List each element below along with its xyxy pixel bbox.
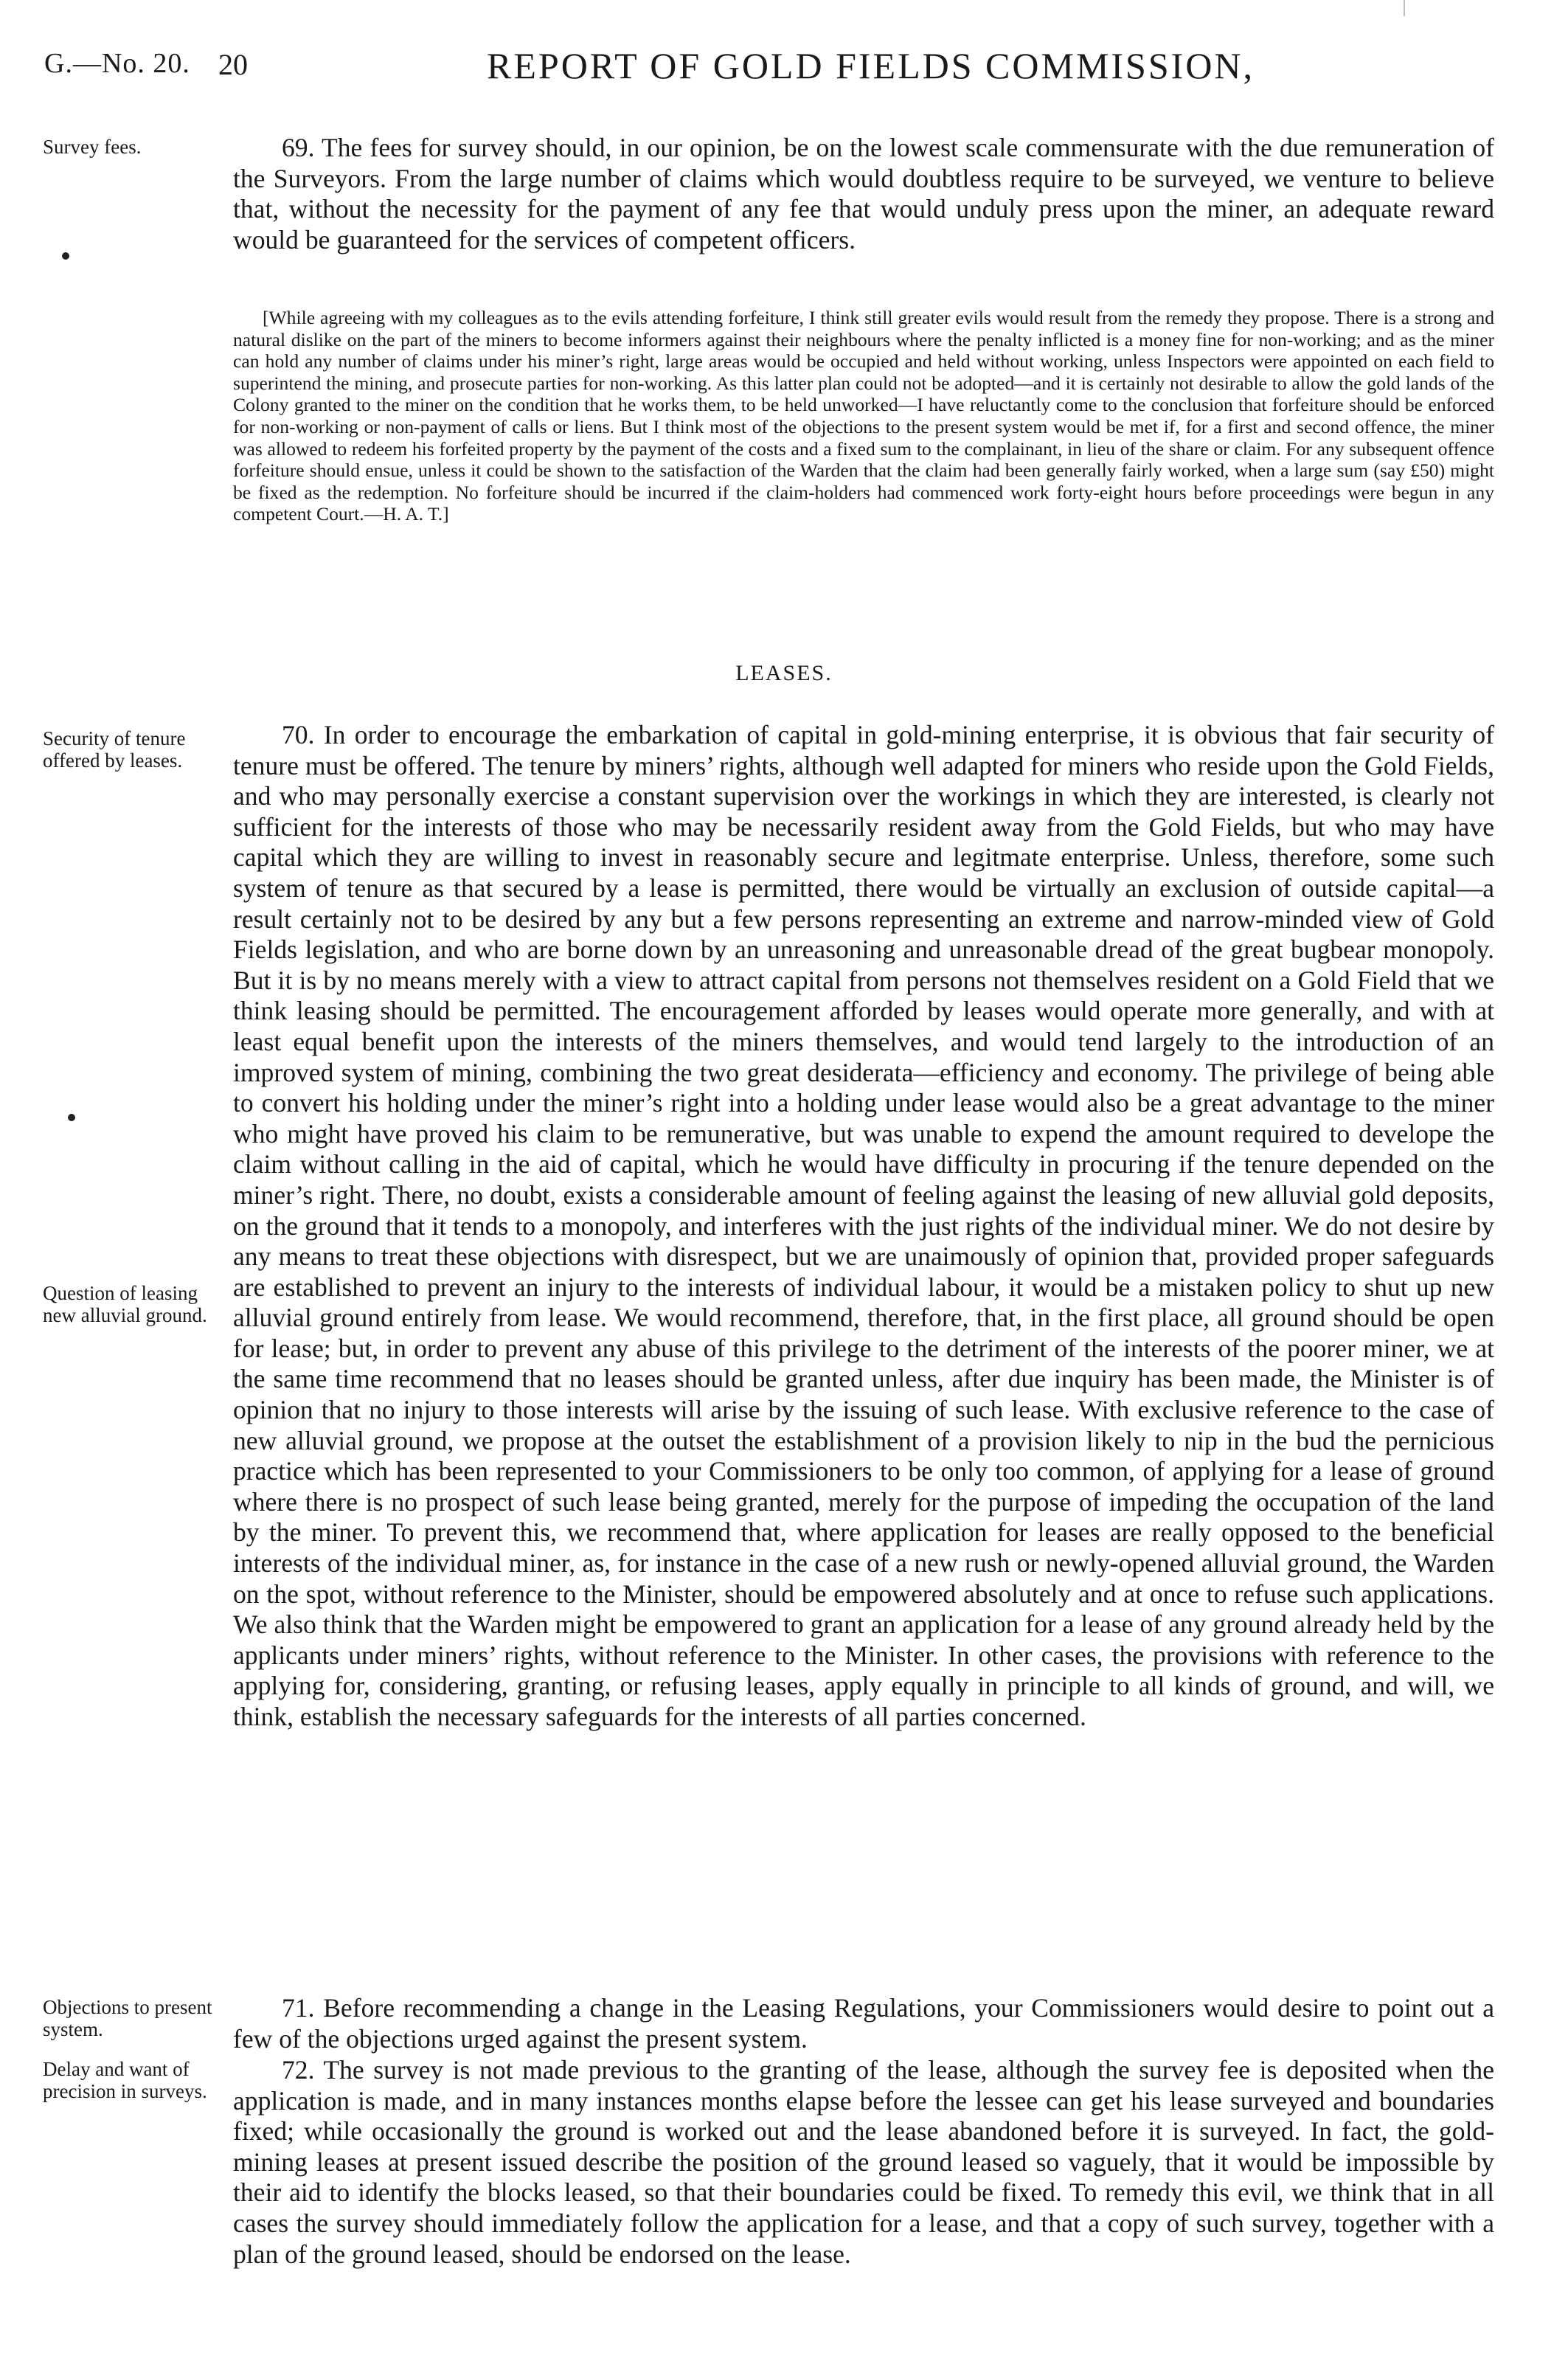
paragraph-72: 72. The survey is not made previous to the granting of the lease, although the survey fee is deposited when the application is made, and in many instances months elapse before the lessee can get his lease surveyed and boundaries fixed; while occasionally the ground is worked out and the lease abandoned before it is surveyed. In fact, the gold-mining leases at present issued describe the position of the ground leased so vaguely, that it would be impossible by their aid to identify the blocks leased, so that their boundaries could be fixed. To remedy this evil, we think that in all cases the survey should immediately follow the application for a lease, and that a copy of such survey, together with a plan of the ground leased, should be endorsed on the lease.	[233, 2055, 1494, 2269]
page-number: 20	[218, 48, 248, 81]
margin-note-survey-fees: Survey fees.	[43, 136, 142, 158]
page-header	[44, 47, 1524, 99]
footnote-dissent: [While agreeing with my colleagues as to the evils attending forfeiture, I think still greater evils would result from the remedy they propose. There is a strong and natural dislike on the part of the miners to become informers against their neighbours where the penalty inflicted is a money fine for non-working; and as the miner can hold any number of claims under his miner’s right, large areas would be occupied and held without working, unless Inspectors were appointed on each field to superintend the mining, and prosecute parties for non-working. As this latter plan could not be adopted—and it is certainly not desirable to allow the gold lands of the Colony granted to the miner on the condition that he works them, to be held unworked—I have reluctantly come to the conclusion that forfeiture should be enforced for non-working or non-payment of calls or liens. But I think most of the objections to the present system would be met if, for a first and second offence, the miner was allowed to redeem his forfeited property by the payment of the costs and a fixed sum to the complainant, in lieu of the share or claim. For any subsequent offence forfeiture should ensue, unless it could be shown to the satisfaction of the Warden that the claim had been generally fairly worked, when a large sum (say £50) might be fixed as the redemption. No forfeiture should be incurred if the claim-holders had commenced work forty-eight hours before proceedings were begun in any competent Court.—H. A. T.]	[233, 307, 1494, 525]
page-title: REPORT OF GOLD FIELDS COMMISSION,	[487, 45, 1255, 86]
margin-note-security-of-tenure: Security of tenure offered by leases.	[43, 727, 186, 772]
top-edge-mark	[1404, 0, 1405, 16]
margin-note-question-of-leasing: Question of leasing new alluvial ground.	[43, 1282, 207, 1326]
paragraph-71: 71. Before recommending a change in the Leasing Regulations, your Commissioners would desire to point out a few of the objections urged against the present system.	[233, 1993, 1494, 2054]
ink-speck	[68, 1114, 75, 1121]
paragraph-69: 69. The fees for survey should, in our opinion, be on the lowest scale commensurate with the due remuneration of the Surveyors. From the large number of claims which would doubtless require to be surveyed, we venture to believe that, without the necessity for the payment of any fee that would unduly press upon the miner, an adequate reward would be guaranteed for the services of competent officers.	[233, 133, 1494, 254]
margin-note-delay: Delay and want of precision in surveys.	[43, 2058, 207, 2102]
ink-speck	[62, 252, 69, 260]
margin-note-objections: Objections to present system.	[43, 1996, 212, 2040]
paragraph-70: 70. In order to encourage the embarkation of capital in gold-mining enterprise, it is obvious that fair security of tenure must be offered. The tenure by miners’ rights, although well adapted for miners who reside upon the Gold Fields, and who may personally exercise a constant supervision over the workings in which they are interested, is clearly not sufficient for the interests of those who may be necessarily resident away from the Gold Fields, but who may have capital which they are willing to invest in reasonably secure and legitmate enterprise. Unless, therefore, some such system of tenure as that secured by a lease is permitted, there would be virtually an exclusion of outside capital—a result certainly not to be desired by any but a few persons representing an extreme and narrow-minded view of Gold Fields legislation, and who are borne down by an unreasoning and unreasonable dread of the great bugbear monopoly. But it is by no means merely with a view to attract capital from persons not themselves resident on a Gold Field that we think leasing should be permitted. The encouragement afforded by leases would operate more generally, and with at least equal benefit upon the interests of the miners themselves, and would tend largely to the introduction of an improved system of mining, combining the two great desiderata—efficiency and economy. The privilege of being able to convert his holding under the miner’s right into a holding under lease would also be a great advantage to the miner who might have proved his claim to be remunerative, but was unable to expend the amount required to develope the claim without calling in the aid of capital, which he would have difficulty in procuring if the tenure depended on the miner’s right. There, no doubt, exists a considerable amount of feeling against the leasing of new alluvial gold deposits, on the ground that it tends to a monopoly, and interferes with the just rights of the individual miner. We do not desire by any means to treat these objections with disrespect, but we are unaimously of opinion that, provided proper safeguards are established to prevent an injury to the interests of individual labour, it would be a mistaken policy to shut up new alluvial ground entirely from lease. We would recommend, therefore, that, in the first place, all ground should be open for lease; but, in order to prevent any abuse of this privilege to the detriment of the interests of the poorer miner, we at the same time recommend that no leases should be granted unless, after due inquiry has been made, the Minister is of opinion that no injury to those interests will arise by the issuing of such lease. With exclusive reference to the case of new alluvial ground, we propose at the outset the establishment of a provision likely to nip in the bud the pernicious practice which has been represented to your Commissioners to be only too common, of applying for a lease of ground where there is no prospect of such lease being granted, merely for the purpose of impeding the occupation of the land by the miner. To prevent this, we recommend that, where application for leases are really opposed to the beneficial interests of the individual miner, as, for instance in the case of a new rush or newly-opened alluvial ground, the Warden on the spot, without reference to the Minister, should be empowered absolutely and at once to refuse such applications. We also think that the Warden might be empowered to grant an application for a lease of any ground already held by the applicants under miners’ rights, without reference to the Minister. In other cases, the provisions with reference to the applying for, considering, granting, or refusing leases, apply equally in principle to all kinds of ground, and will, we think, establish the necessary safeguards for the interests of all parties concerned.	[233, 720, 1494, 1731]
section-heading-leases: LEASES.	[735, 661, 833, 685]
document-reference: G.—No. 20.	[44, 48, 190, 79]
